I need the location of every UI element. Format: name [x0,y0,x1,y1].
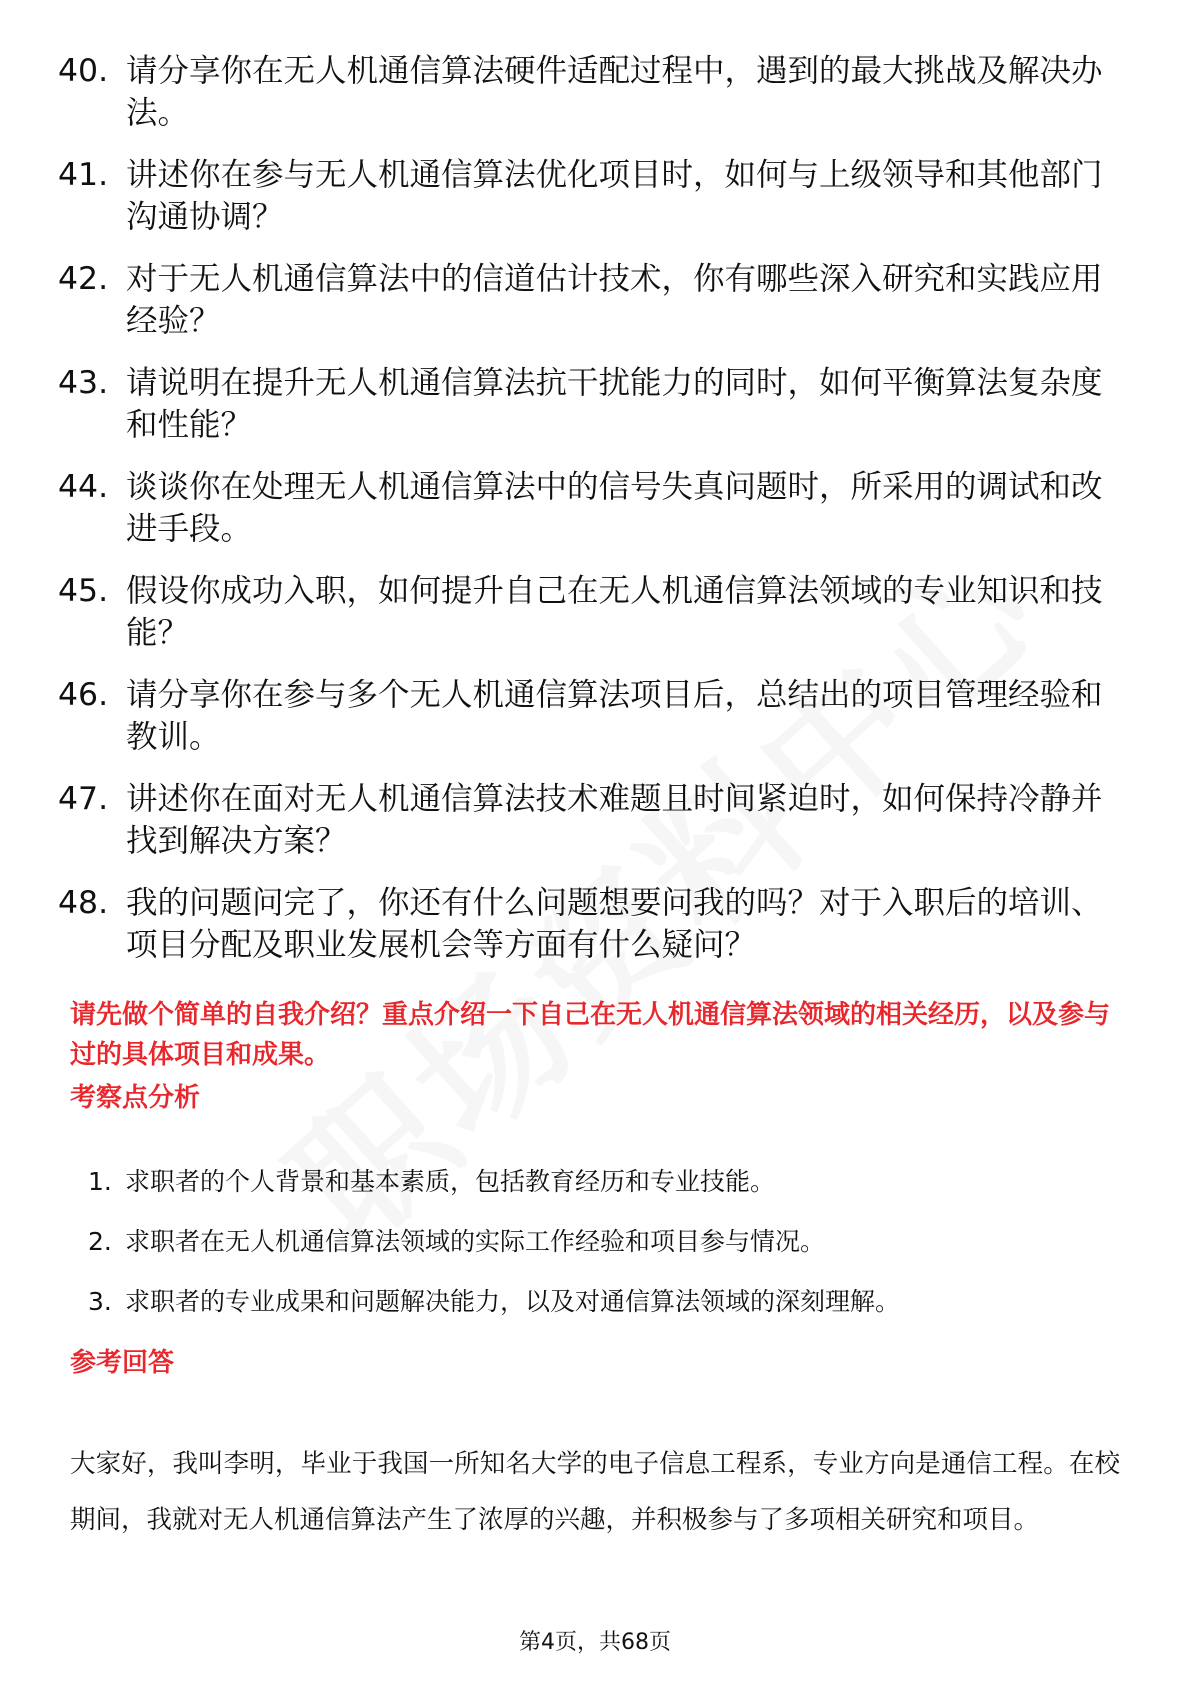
point-text: 求职者在无人机通信算法领域的实际工作经验和项目参与情况。 [125,1227,826,1256]
question-text: 请分享你在无人机通信算法硬件适配过程中，遇到的最大挑战及解决办法。 [126,53,1103,131]
question-item [58,50,1118,134]
question-item [58,778,1118,862]
question-number: 45. [58,573,109,609]
analysis-point [70,1284,1110,1320]
question-item [58,882,1118,966]
point-text: 求职者的专业成果和问题解决能力，以及对通信算法领域的深刻理解。 [125,1287,901,1316]
question-number: 44. [58,469,109,505]
point-number: 3. [88,1287,112,1316]
question-item [58,362,1118,446]
question-number: 43. [58,365,109,401]
analysis-points [70,1164,1110,1344]
question-text: 请分享你在参与多个无人机通信算法项目后，总结出的项目管理经验和教训。 [126,677,1103,755]
highlight-question: 请先做个简单的自我介绍？重点介绍一下自己在无人机通信算法领域的相关经历，以及参与过的具体项目和成果。 [70,1000,1111,1070]
analysis-title: 考察点分析 [70,1083,201,1113]
point-number: 1. [88,1167,112,1196]
point-text: 求职者的个人背景和基本素质，包括教育经历和专业技能。 [125,1167,776,1196]
reference-title: 参考回答 [70,1348,175,1378]
point-number: 2. [88,1227,112,1256]
question-number: 48. [58,885,109,921]
question-number: 40. [58,53,109,89]
question-item [58,674,1118,758]
question-text: 讲述你在面对无人机通信算法技术难题且时间紧迫时，如何保持冷静并找到解决方案？ [126,781,1103,859]
reference-answer: 大家好，我叫李明，毕业于我国一所知名大学的电子信息工程系，专业方向是通信工程。在校期间，我就对无人机通信算法产生了浓厚的兴趣，并积极参与了多项相关研究和项目。 [70,1449,1120,1535]
analysis-point [70,1224,1110,1260]
analysis-point [70,1164,1110,1200]
question-text: 对于无人机通信算法中的信道估计技术，你有哪些深入研究和实践应用经验？ [126,261,1103,339]
question-number: 41. [58,157,109,193]
question-list [58,50,1118,986]
question-text: 假设你成功入职，如何提升自己在无人机通信算法领域的专业知识和技能？ [126,573,1103,651]
question-item [58,258,1118,342]
question-item [58,570,1118,654]
question-text: 请说明在提升无人机通信算法抗干扰能力的同时，如何平衡算法复杂度和性能？ [126,365,1103,443]
question-item [58,154,1118,238]
question-text: 谈谈你在处理无人机通信算法中的信号失真问题时，所采用的调试和改进手段。 [126,469,1103,547]
question-text: 我的问题问完了，你还有什么问题想要问我的吗？对于入职后的培训、项目分配及职业发展机会等方面有什么疑问？ [126,885,1103,963]
question-text: 讲述你在参与无人机通信算法优化项目时，如何与上级领导和其他部门沟通协调？ [126,157,1103,235]
question-number: 47. [58,781,109,817]
question-number: 42. [58,261,109,297]
question-number: 46. [58,677,109,713]
page-footer: 第4页，共68页 [519,1630,671,1655]
question-item [58,466,1118,550]
